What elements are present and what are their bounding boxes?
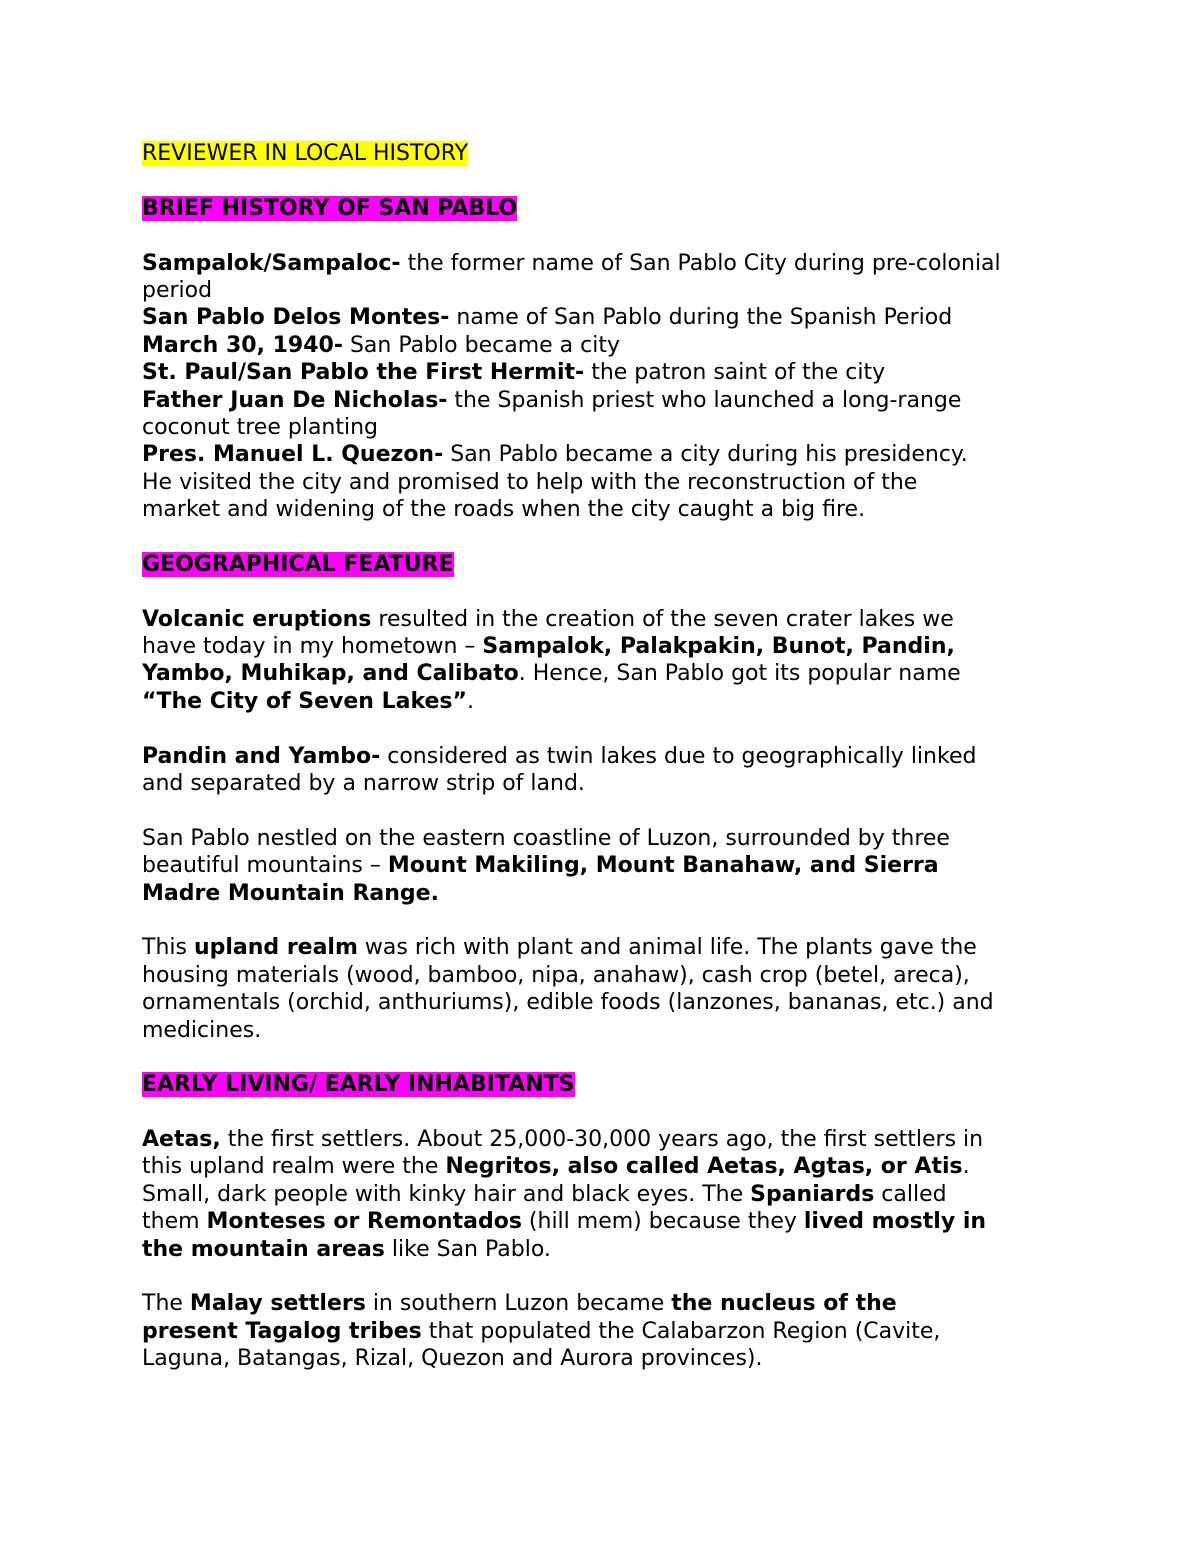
section-heading-early-line	[142, 1071, 1082, 1098]
body-text: and separated by a narrow strip of land.	[142, 770, 585, 796]
section-heading-brief-history: BRIEF HISTORY OF SAN PABLO	[142, 195, 518, 221]
body-text: the first settlers. About 25,000-30,000 years ago, the first settlers in	[220, 1127, 984, 1153]
document-page	[142, 140, 1082, 1373]
term-father-juan: Father Juan De Nicholas-	[142, 387, 448, 413]
early-p1-line-3	[142, 1181, 1082, 1208]
document-title: REVIEWER IN LOCAL HISTORY	[142, 141, 469, 166]
brief-line-3	[142, 304, 1082, 331]
geo-p4-line-1	[142, 934, 1082, 961]
section-heading-geo-line	[142, 551, 1082, 578]
body-text: beautiful mountains –	[142, 853, 388, 879]
body-text: in southern Luzon became	[365, 1291, 672, 1317]
bold-text: upland realm	[193, 935, 358, 961]
definition-text: coconut tree planting	[142, 414, 379, 440]
definition-text: San Pablo became a city during his presidency.	[443, 442, 968, 468]
body-text: like San Pablo.	[384, 1236, 551, 1262]
early-p2-line-2	[142, 1318, 1082, 1345]
early-p1-line-4	[142, 1208, 1082, 1235]
body-text: was rich with plant and animal life. The plants gave the	[357, 935, 977, 961]
body-text: . Hence, San Pablo got its popular name	[518, 661, 961, 687]
geo-p4-line-3	[142, 989, 1082, 1016]
geo-p1-line-2	[142, 633, 1082, 660]
body-text: medicines.	[142, 1017, 262, 1043]
definition-text: the former name of San Pablo City during pre-colonial	[400, 250, 1001, 276]
early-p1-line-2	[142, 1153, 1082, 1180]
bold-text: “The City of Seven Lakes”	[142, 688, 467, 714]
term-sampalok: Sampalok/Sampaloc-	[142, 250, 401, 276]
geo-p2-line-2	[142, 770, 1082, 797]
definition-text: San Pablo became a city	[342, 332, 620, 358]
term-pres-quezon: Pres. Manuel L. Quezon-	[142, 442, 444, 468]
bold-text: Sampalok, Palakpakin, Bunot, Pandin,	[482, 634, 955, 660]
body-text: housing materials (wood, bamboo, nipa, anahaw), cash crop (betel, areca),	[142, 962, 970, 988]
body-text: resulted in the creation of the seven crater lakes we	[371, 606, 954, 632]
body-text: The	[142, 1291, 190, 1317]
section-heading-geographical-feature: GEOGRAPHICAL FEATURE	[142, 551, 454, 577]
geo-p4-line-4	[142, 1017, 1082, 1044]
geo-p1-line-3	[142, 660, 1082, 687]
section-heading-brief-line	[142, 195, 1082, 222]
body-text: Laguna, Batangas, Rizal, Quezon and Aurora provinces).	[142, 1346, 763, 1372]
bold-text: Monteses or Remontados	[206, 1209, 522, 1235]
brief-line-2	[142, 277, 1082, 304]
bold-text: Madre Mountain Range.	[142, 880, 439, 906]
bold-text: Negritos, also called Aetas, Agtas, or Atis	[445, 1154, 963, 1180]
bold-text: Spaniards	[750, 1181, 875, 1207]
early-p2-line-3	[142, 1345, 1082, 1372]
definition-text: the patron saint of the city	[584, 360, 886, 386]
geo-p2-line-1	[142, 743, 1082, 770]
body-text: called	[874, 1181, 947, 1207]
bold-text: the nucleus of the	[671, 1291, 897, 1317]
body-text: them	[142, 1209, 207, 1235]
bold-text: Yambo, Muhikap, and Calibato	[142, 661, 519, 687]
body-text: that populated the Calabarzon Region (Cavite,	[421, 1318, 941, 1344]
geo-p3-line-3	[142, 880, 1082, 907]
bold-text: present Tagalog tribes	[142, 1318, 422, 1344]
early-p1-line-5	[142, 1236, 1082, 1263]
early-p2-line-1	[142, 1290, 1082, 1317]
bold-text: Malay settlers	[189, 1291, 366, 1317]
bold-text: Aetas,	[142, 1127, 221, 1153]
brief-line-8	[142, 441, 1082, 468]
bold-text: Mount Makiling, Mount Banahaw, and Sierra	[387, 853, 939, 879]
definition-text: period	[142, 277, 213, 303]
definition-text: name of San Pablo during the Spanish Period	[449, 305, 953, 331]
geo-p1-line-1	[142, 606, 1082, 633]
definition-text: He visited the city and promised to help with the reconstruction of the	[142, 469, 918, 495]
geo-p3-line-1	[142, 825, 1082, 852]
geo-p3-line-2	[142, 852, 1082, 879]
body-text: ornamentals (orchid, anthuriums), edible foods (lanzones, bananas, etc.) and	[142, 990, 994, 1016]
body-text: have today in my hometown –	[142, 634, 483, 660]
brief-line-7	[142, 414, 1082, 441]
term-march-30-1940: March 30, 1940-	[142, 332, 343, 358]
brief-line-6	[142, 387, 1082, 414]
body-text: considered as twin lakes due to geographically linked	[380, 743, 977, 769]
definition-text: the Spanish priest who launched a long-range	[447, 387, 962, 413]
body-text: .	[466, 688, 474, 714]
body-text: .	[962, 1154, 970, 1180]
geo-p4-line-2	[142, 962, 1082, 989]
body-text: this upland realm were the	[142, 1154, 446, 1180]
brief-line-4	[142, 332, 1082, 359]
section-heading-early-living: EARLY LIVING/ EARLY INHABITANTS	[142, 1072, 575, 1098]
bold-text: lived mostly in	[803, 1209, 987, 1235]
geo-p1-line-4	[142, 688, 1082, 715]
body-text: This	[142, 935, 194, 961]
body-text: (hill mem) because they	[521, 1209, 804, 1235]
brief-line-1	[142, 250, 1082, 277]
early-p1-line-1	[142, 1126, 1082, 1153]
document-title-line	[142, 140, 1082, 167]
term-st-paul: St. Paul/San Pablo the First Hermit-	[142, 360, 585, 386]
brief-line-9	[142, 469, 1082, 496]
brief-line-5	[142, 359, 1082, 386]
body-text: San Pablo nestled on the eastern coastline of Luzon, surrounded by three	[142, 825, 950, 851]
brief-line-10	[142, 496, 1082, 523]
body-text: Small, dark people with kinky hair and black eyes. The	[142, 1181, 751, 1207]
definition-text: market and widening of the roads when the city caught a big fire.	[142, 497, 866, 523]
term-san-pablo-delos-montes: San Pablo Delos Montes-	[142, 305, 450, 331]
bold-text: Volcanic eruptions	[142, 606, 372, 632]
bold-text: the mountain areas	[142, 1236, 385, 1262]
bold-text: Pandin and Yambo-	[142, 743, 381, 769]
